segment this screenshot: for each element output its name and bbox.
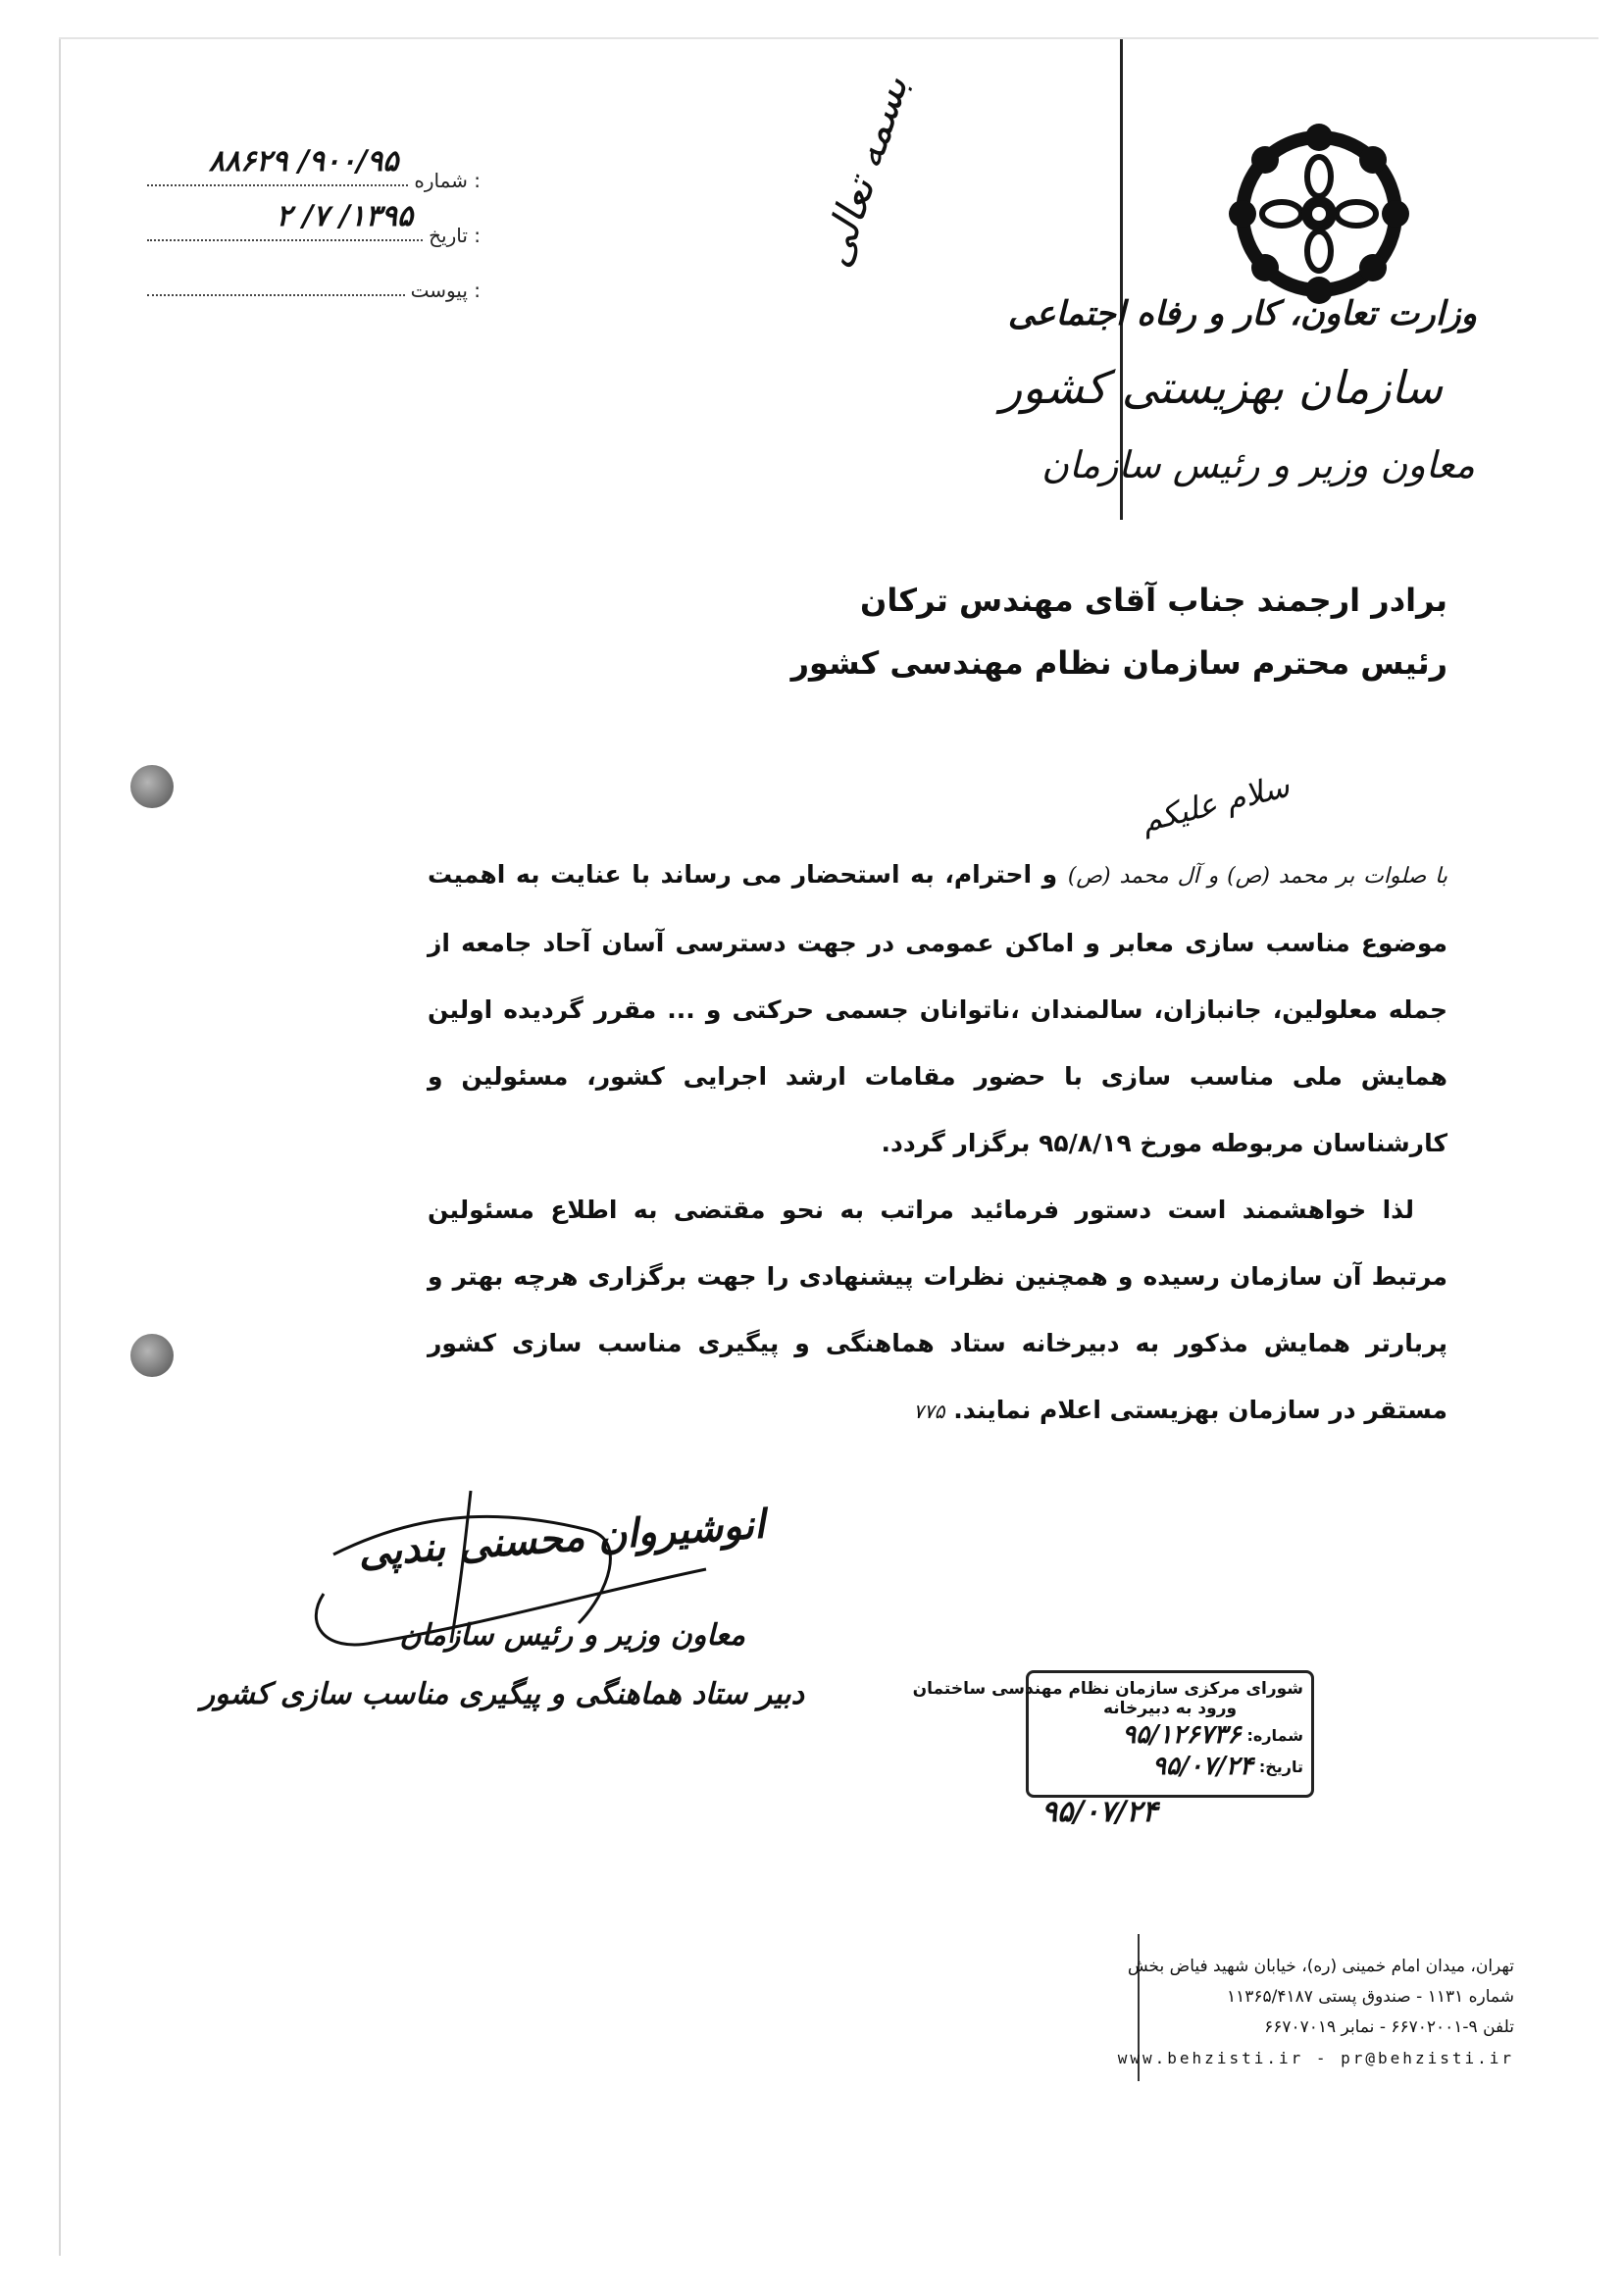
greeting: سلام علیکم bbox=[1137, 766, 1294, 841]
number-value: ۹۰۰/۹۵/ ۸۸۶۲۹ bbox=[208, 144, 399, 178]
date-value: ۱۳۹۵/ ۷/ ۲ bbox=[276, 199, 414, 233]
number-field bbox=[147, 144, 408, 186]
meta-date-row bbox=[147, 192, 481, 247]
meta-attachment-row bbox=[147, 247, 481, 302]
letter-body bbox=[428, 841, 1447, 1445]
punch-hole-bottom bbox=[130, 1334, 174, 1377]
stamp-organization: شورای مرکزی سازمان نظام مهندسی ساختمان bbox=[912, 1679, 1303, 1699]
signatory-role-2: دبیر ستاد هماهنگی و پیگیری مناسب سازی کشور bbox=[200, 1677, 804, 1711]
body-paragraph-1 bbox=[428, 841, 1447, 1177]
date-field bbox=[147, 199, 423, 241]
body-paragraph-1-text: و احترام، به استحضار می رساند با عنایت به اهمیت موضوع مناسب سازی معابر و اماکن عمومی در جهت دسترسی آسان آحاد جامعه از جمله معلولین، جانبازان، سالمندان ،ناتوانان جسمی حرکتی و ... مقرر گردیده اولین همایش ملی مناسب سازی با حضور مقامات ارشد اجرایی کشور، مسئولین و کارشناسان مربوطه مورخ ۹۵/۸/۱۹ برگزار گردد. bbox=[428, 860, 1447, 1157]
stamp-secretariat: ورود به دبیرخانه bbox=[1102, 1699, 1238, 1718]
signatory-name: انوشیروان محسنی بندپی bbox=[356, 1501, 767, 1576]
organization-title: سازمان بهزیستی کشور bbox=[1000, 361, 1443, 414]
behzisti-flower-logo-icon bbox=[1221, 116, 1417, 312]
body-paragraph-2 bbox=[428, 1177, 1447, 1445]
meta-number-row bbox=[147, 137, 481, 192]
office-title: معاون وزیر و رئیس سازمان bbox=[1041, 443, 1475, 486]
number-label: : شماره bbox=[414, 169, 481, 192]
letter-meta bbox=[147, 137, 481, 302]
footer-postal: شماره ۱۱۳۱ - صندوق پستی ۱۱۳۶۵/۴۱۸۷ bbox=[1226, 1987, 1514, 2007]
addressee-line-1: برادر ارجمند جناب آقای مهندس ترکان bbox=[860, 582, 1447, 619]
receipt-stamp bbox=[912, 1670, 1314, 1798]
stamp-date-row bbox=[1037, 1752, 1303, 1781]
body-paragraph-2-text: لذا خواهشمند است دستور فرمائید مراتب به نحو مقتضی به اطلاع مسئولین مرتبط آن سازمان رسیده و همچنین نظرات پیشنهادی را جهت برگزاری هرچه بهتر و پربارتر همایش مذکور به دبیرخانه ستاد هماهنگی و پیگیری مناسب سازی کشور مستقر در سازمان بهزیستی اعلام نمایند. bbox=[428, 1196, 1447, 1424]
punch-hole-top bbox=[130, 765, 174, 808]
addressee bbox=[565, 569, 1447, 694]
stamp-number-value: ۹۵/۱۲۶۷۳۶ bbox=[1122, 1720, 1242, 1750]
attachment-label: : پیوست bbox=[410, 279, 481, 302]
footer-address: تهران، میدان امام خمینی (ره)، خیابان شهید فیاض بخش bbox=[1127, 1957, 1514, 1976]
stamp-date-value: ۹۵/۰۷/۲۴ bbox=[1152, 1752, 1253, 1781]
stamp-handwritten-date: ۹۵/۰۷/۲۴ bbox=[1041, 1795, 1158, 1829]
stamp-number-row bbox=[1037, 1720, 1303, 1750]
footer-web-email: www.behzisti.ir - pr@behzisti.ir bbox=[1117, 2049, 1514, 2067]
scan-edge-top bbox=[59, 37, 1599, 39]
salawat-handwritten: با صلوات بر محمد (ص) و آل محمد (ص) bbox=[1067, 864, 1447, 889]
addressee-line-2: رئیس محترم سازمان نظام مهندسی کشور bbox=[790, 644, 1447, 682]
basmala: بسمه تعالی bbox=[810, 69, 918, 274]
reference-mark: ۷۷۵ bbox=[913, 1400, 945, 1423]
footer-phone: تلفن ۹-۶۶۷۰۲۰۰۱ - نمابر ۶۶۷۰۷۰۱۹ bbox=[1264, 2017, 1514, 2037]
attachment-field bbox=[147, 284, 405, 296]
ministry-title: وزارت تعاون، کار و رفاه اجتماعی bbox=[1007, 294, 1477, 333]
signatory-role-1: معاون وزیر و رئیس سازمان bbox=[399, 1618, 745, 1653]
stamp-number-label: شماره: bbox=[1246, 1725, 1303, 1745]
footer-contact bbox=[1083, 1952, 1514, 2073]
date-label: : تاریخ bbox=[429, 224, 481, 247]
stamp-date-label: تاریخ: bbox=[1258, 1757, 1303, 1776]
scan-edge-left bbox=[59, 39, 61, 2256]
signature-block bbox=[200, 1476, 804, 1731]
